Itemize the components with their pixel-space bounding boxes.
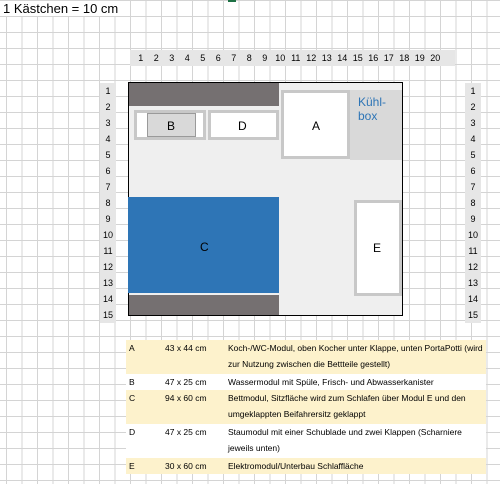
row-number: 7: [470, 182, 476, 192]
row-number: 13: [102, 278, 113, 288]
row-number: 1: [105, 86, 111, 96]
legend-description: Wassermodul mit Spüle, Frisch- und Abwasserkanister: [228, 377, 434, 387]
row-header-right: [465, 83, 481, 323]
column-number: 4: [184, 53, 190, 63]
row-number: 13: [467, 278, 478, 288]
column-number: 2: [153, 53, 159, 63]
legend-table: [126, 340, 486, 474]
row-number: 12: [467, 262, 478, 272]
legend-description: Elektromodul/Unterbau Schlaffläche: [228, 461, 364, 471]
row-number: 8: [470, 198, 476, 208]
legend-key: E: [129, 461, 135, 471]
column-number: 3: [169, 53, 175, 63]
row-header-left: [100, 83, 116, 323]
legend-key: B: [129, 377, 135, 387]
legend-description: Bettmodul, Sitzfläche wird zum Schlafen über Modul E und den umgeklappten Beifahrersitz geklappt: [228, 393, 466, 419]
top-wall: [129, 83, 279, 106]
row-number: 6: [470, 166, 476, 176]
row-number: 2: [470, 102, 476, 112]
legend-dimensions: 43 x 44 cm: [165, 343, 207, 353]
module-d-label: D: [238, 119, 247, 133]
row-number: 6: [105, 166, 111, 176]
column-number: 14: [337, 53, 348, 63]
row-number: 2: [105, 102, 111, 112]
row-number: 8: [105, 198, 111, 208]
column-number: 7: [231, 53, 237, 63]
column-number: 10: [275, 53, 286, 63]
row-number: 14: [102, 294, 113, 304]
row-number: 15: [467, 310, 478, 320]
row-number: 3: [470, 118, 476, 128]
column-number: 1: [138, 53, 144, 63]
row-number: 9: [105, 214, 111, 224]
legend-description: Koch-/WC-Modul, oben Kocher unter Klappe, unten PortaPotti (wird zur Nutzung zwischen die Bettteile gestellt): [228, 343, 483, 369]
row-number: 12: [102, 262, 113, 272]
legend-dimensions: 30 x 60 cm: [165, 461, 207, 471]
column-number: 18: [399, 53, 410, 63]
legend-row: [126, 458, 486, 474]
legend-dimensions: 47 x 25 cm: [165, 377, 207, 387]
row-number: 3: [105, 118, 111, 128]
selection-marker: [228, 0, 236, 2]
column-header-row: [130, 50, 455, 66]
legend-dimensions: 47 x 25 cm: [165, 427, 207, 437]
module-a-label: A: [312, 119, 321, 133]
scale-title: 1 Kästchen = 10 cm: [3, 1, 121, 16]
kuehlbox-label-line2: box: [358, 109, 378, 123]
row-number: 10: [467, 230, 478, 240]
legend-row: [126, 424, 486, 458]
column-number: 13: [321, 53, 332, 63]
column-number: 20: [430, 53, 441, 63]
module-b-label: B: [167, 119, 176, 133]
row-number: 15: [102, 310, 113, 320]
row-number: 11: [468, 246, 478, 256]
row-number: 14: [467, 294, 478, 304]
row-number: 5: [470, 150, 476, 160]
legend-row: [126, 374, 486, 390]
column-number: 11: [291, 53, 301, 63]
column-number: 9: [262, 53, 268, 63]
module-c-label: C: [200, 240, 209, 254]
legend-key: D: [129, 427, 136, 437]
legend-key: A: [129, 343, 135, 353]
column-number: 17: [383, 53, 394, 63]
row-number: 9: [470, 214, 476, 224]
column-number: 16: [368, 53, 379, 63]
column-number: 5: [200, 53, 206, 63]
row-number: 5: [105, 150, 111, 160]
column-number: 8: [246, 53, 252, 63]
legend-key: C: [129, 393, 136, 403]
legend-description: Staumodul mit einer Schublade und zwei Klappen (Scharniere jeweils unten): [228, 427, 462, 453]
bottom-wall: [129, 295, 279, 315]
legend-row: [126, 340, 486, 374]
column-number: 12: [306, 53, 317, 63]
legend-dimensions: 94 x 60 cm: [165, 393, 207, 403]
column-number: 6: [215, 53, 221, 63]
row-number: 4: [470, 134, 476, 144]
column-number: 19: [414, 53, 425, 63]
row-number: 11: [103, 246, 113, 256]
row-number: 1: [470, 86, 476, 96]
column-number: 15: [352, 53, 363, 63]
row-number: 10: [102, 230, 113, 240]
row-number: 4: [105, 134, 111, 144]
legend-row: [126, 390, 486, 424]
kuehlbox-label: [358, 95, 398, 123]
row-number: 7: [105, 182, 111, 192]
module-e-label: E: [373, 241, 382, 255]
kuehlbox-label-line1: Kühl-: [358, 95, 387, 109]
